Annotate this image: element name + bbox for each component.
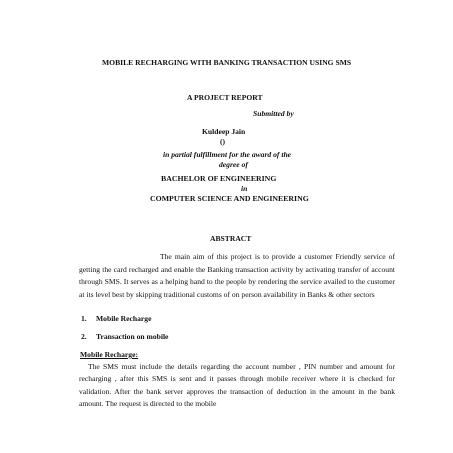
degree-name: BACHELOR OF ENGINEERING (161, 174, 277, 183)
module-item (81, 332, 168, 350)
mobile-recharge-heading: Mobile Recharge: (80, 350, 138, 359)
submitted-by-label: Submitted by (253, 109, 294, 118)
department-name: COMPUTER SCIENCE AND ENGINEERING (150, 194, 309, 203)
abstract-body: The main aim of this project is to provide a customer Friendly service of getting the card recharged and enable the Banking transaction activity by activating transfer of account through SMS. It serves as a helping hand to the people by rendering the service availed to the customer at its level best by skipping traditional customs of on person availability in Banks & other sectors (79, 252, 395, 299)
module-number: 1. (81, 314, 87, 323)
module-list (81, 314, 168, 350)
author-name: Kuldeep Jain (202, 127, 246, 136)
author-id: () (220, 137, 226, 146)
partial-fulfillment-text: in partial fulfillment for the award of the (163, 150, 292, 159)
in-text: in (241, 184, 248, 193)
mobile-recharge-body: The SMS must include the details regarding the account number , PIN number and amount for recharging , after this SMS is sent and it passes through mobile receiver where it is checked for validation. After the bank server approves the transaction of deduction in the amount in the bank amount. The request is directed to the mobile (79, 362, 395, 409)
module-label: Transaction on mobile (96, 332, 169, 341)
module-number: 2. (81, 332, 87, 341)
report-type: A PROJECT REPORT (187, 93, 263, 102)
module-item (81, 314, 168, 332)
report-title: MOBILE RECHARGING WITH BANKING TRANSACTION USING SMS (102, 58, 352, 67)
abstract-heading: ABSTRACT (210, 234, 252, 243)
module-label: Mobile Recharge (96, 314, 152, 323)
degree-of-text: degree of (219, 160, 248, 169)
